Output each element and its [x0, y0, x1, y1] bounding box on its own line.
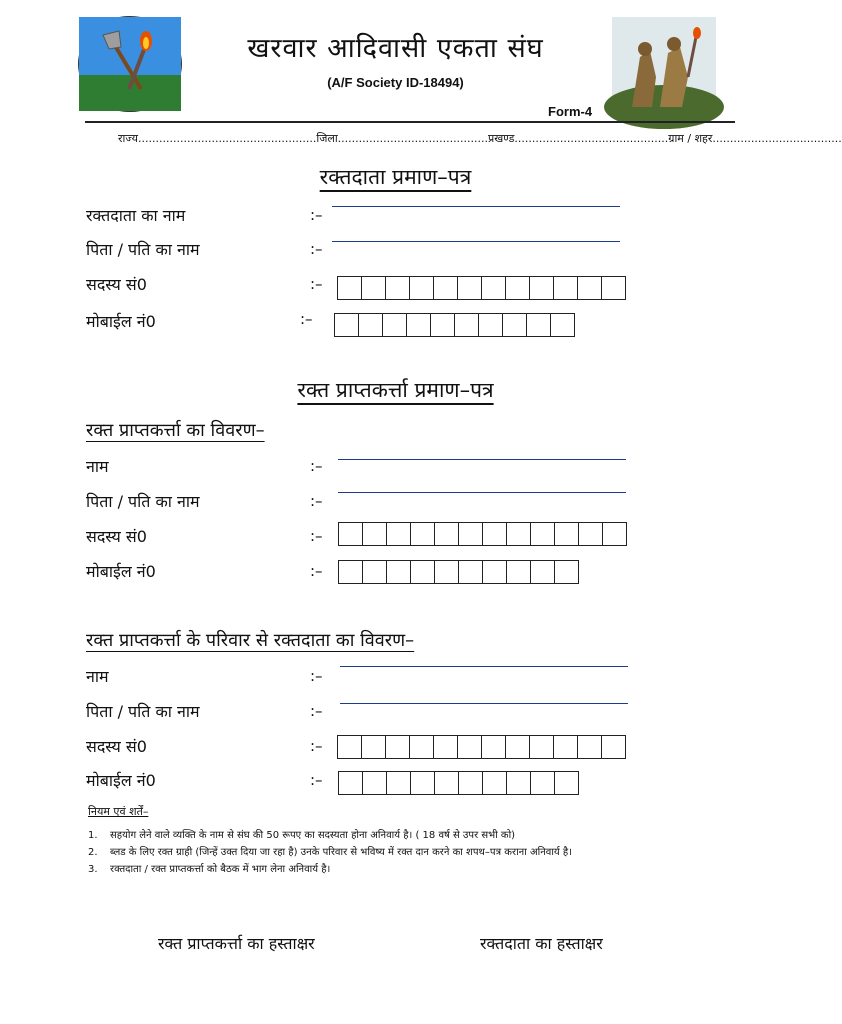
terms-item: 2. ब्लड के लिए रक्त ग्राही (जिन्हें उक्त दिया जा रहा है) उनके परिवार से भविष्य में रक्त दान करने का शपथ–पत्र कराना अनिवार्य है। [88, 847, 572, 858]
colon: :– [310, 562, 323, 580]
location-row [118, 131, 842, 146]
society-id: (A/F Society ID-18494) [327, 75, 464, 90]
organization-title: खरवार आदिवासी एकता संघ [247, 33, 544, 64]
donor-name-input-line[interactable] [332, 206, 620, 207]
recipient-member-no-boxes[interactable] [338, 522, 627, 546]
recipient-name-label: नाम [86, 457, 109, 476]
header-divider [85, 121, 735, 123]
donor-member-no-boxes[interactable] [337, 276, 626, 300]
family-mobile-no-boxes[interactable] [338, 771, 579, 795]
terms-item: 3. रक्तदाता / रक्त प्राप्तकर्त्ता को बैठक में भाग लेना अनिवार्य है। [88, 864, 331, 875]
colon: :– [310, 492, 323, 510]
recipient-mobile-label: मोबाईल नं0 [86, 562, 156, 581]
recipient-signature-label: रक्त प्राप्तकर्त्ता का हस्ताक्षर [158, 934, 315, 953]
recipient-mobile-no-boxes[interactable] [338, 560, 579, 584]
district-field: जिला........................................... [316, 132, 489, 145]
family-mobile-label: मोबाईल नं0 [86, 771, 156, 790]
donor-certificate-heading: रक्तदाता प्रमाण–पत्र [319, 165, 472, 189]
colon: :– [310, 206, 323, 224]
family-member-label: सदस्य सं0 [86, 737, 147, 756]
family-name-label: नाम [86, 667, 109, 686]
colon: :– [310, 240, 323, 258]
recipient-father-label: पिता / पति का नाम [86, 492, 200, 511]
family-father-input-line[interactable] [340, 703, 628, 704]
colon: :– [300, 310, 313, 328]
form-number: Form-4 [548, 104, 593, 119]
colon: :– [310, 702, 323, 720]
recipient-father-input-line[interactable] [338, 492, 626, 493]
terms-list [88, 828, 688, 879]
terms-title: नियम एवं शर्तें– [88, 805, 149, 818]
donor-signature-label: रक्तदाता का हस्ताक्षर [480, 934, 603, 953]
donor-mobile-label: मोबाईल नं0 [86, 312, 156, 331]
colon: :– [310, 457, 323, 475]
colon: :– [310, 771, 323, 789]
donor-member-label: सदस्य सं0 [86, 275, 147, 294]
recipient-certificate-heading: रक्त प्राप्तकर्त्ता प्रमाण–पत्र [297, 378, 494, 402]
donor-father-input-line[interactable] [332, 241, 620, 242]
recipient-details-subheading: रक्त प्राप्तकर्त्ता का विवरण– [86, 420, 265, 441]
family-name-input-line[interactable] [340, 666, 628, 667]
village-field: ग्राम / शहर..................................... [668, 132, 842, 145]
colon: :– [310, 737, 323, 755]
family-father-label: पिता / पति का नाम [86, 702, 200, 721]
donor-name-label: रक्तदाता का नाम [86, 206, 186, 225]
terms-item: 1. सहयोग लेने वाले व्यक्ति के नाम से संघ की 50 रूपए का सदस्यता होना अनिवार्य है। ( 18 वर्ष से उपर सभी को) [88, 830, 516, 841]
colon: :– [310, 667, 323, 685]
block-field: प्रखण्ड............................................ [488, 132, 669, 145]
recipient-name-input-line[interactable] [338, 459, 626, 460]
recipient-member-label: सदस्य सं0 [86, 527, 147, 546]
colon: :– [310, 527, 323, 545]
family-member-no-boxes[interactable] [337, 735, 626, 759]
donor-mobile-no-boxes[interactable] [334, 313, 575, 337]
colon: :– [310, 275, 323, 293]
donor-father-label: पिता / पति का नाम [86, 240, 200, 259]
family-donor-subheading: रक्त प्राप्तकर्त्ता के परिवार से रक्तदाता का विवरण– [86, 630, 415, 651]
state-field: राज्य................................................... [118, 132, 317, 145]
